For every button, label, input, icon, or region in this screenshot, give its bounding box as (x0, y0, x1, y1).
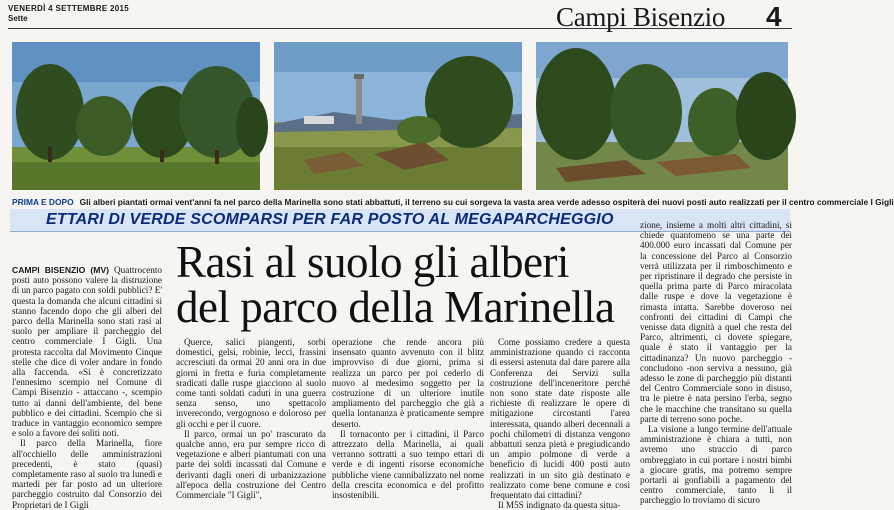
paragraph: Il parco, ormai un po' trascurato da qualche anno, era pur sempre ricco di vegetazione e alberi piantumati con una parte dei soldi incassati dal Comune e derivanti dagli oneri di urbanizzazione all'epoca della costruzione del Centro Commerciale "I Gigli", (176, 428, 326, 501)
header-rule (8, 28, 792, 29)
paragraph: Come possiamo credere a questa amministrazione quando ci racconta di essersi astenuta dal dare parere alla Conferenza dei Servizi sulla costruzione dell'inceneritore perché non sono state date risposte alle richieste di realizzare le opere di mitigazione circostanti l'area interessata, quando alberi decennali a pochi chilometri di distanza vengono abbattuti senza pietà e pregiudicando un ampio polmone di verde a beneficio di lucidi 400 posti auto realizzati in un sito già destinato e realizzato come bene comune e così frequentato dai cittadini? (490, 337, 630, 501)
caption-text: Gli alberi piantati ormai vent'anni fa nel parco della Marinella sono stati abbattuti, il terreno su cui sorgeva la vasta area verde adesso ospiterà dei nuovi posti auto realizzati per il centro commerciale I Gigli (79, 197, 894, 207)
photo-park-before (12, 42, 260, 190)
paragraph: Il parco della Marinella, fiore all'occhiello delle amministrazioni precedenti, è stato (quasi) completamente raso al suolo tra lunedì e martedì per far posto ad un ulteriore parcheggio costruito dal Consorzio dei Proprietari de I Gigli (12, 438, 162, 510)
paragraph: Il tornaconto per i cittadini, il Parco attrezzato della Marinella, ai quali verranno sottratti a suo tempo ettari di verde e di ingenti risorse economiche pubbliche viene cannibalizzato nel nome della crescita economica e del profitto insostenibili. (332, 428, 484, 501)
caption-tag: PRIMA E DOPO (12, 197, 74, 207)
issue-date: VENERDÌ 4 SETTEMBRE 2015 (8, 4, 130, 13)
page-number: 4 (766, 1, 782, 32)
publication-name: Sette (8, 14, 28, 23)
section-title: Campi Bisenzio (556, 2, 726, 32)
article-column-4 (490, 337, 630, 510)
headline-line-2: del parco della Marinella (176, 282, 615, 332)
paragraph: Il M5S indignato da questa situa- (498, 500, 621, 510)
dateline: CAMPI BISENZIO (MV) (12, 265, 110, 275)
paragraph: CAMPI BISENZIO (MV) Quattrocento posti auto possono valere la distruzione di un parco pagato con soldi pubblici? E' questa la domanda che alcuni cittadini si stanno facendo dopo che gli alberi del parco della Marinella sono stati rasi al suolo per ampliare il parcheggio del centro commerciale I Gigli. Una protesta raccolta dal Movimento Cinque stelle che dice di voler andare in fondo alla faccenda. «Si è concretizzato l'ennesimo scempio nel Comune di Campi Bisenzio - attaccano -, scempio tutto ai danni dell'ambiente, del bene pubblico e dei cittadini. Scempio che si traduce in vantaggio economico sempre e solo a favore dei soliti noti. (12, 265, 162, 439)
photo-park-after (536, 42, 788, 190)
article-column-3 (332, 337, 484, 501)
headline-line-1: Rasi al suolo gli alberi (176, 237, 569, 287)
kicker-text: ETTARI DI VERDE SCOMPARSI PER FAR POSTO AL MEGAPARCHEGGIO (46, 211, 614, 228)
photo-caption (12, 197, 894, 207)
page-header (0, 0, 800, 34)
article-column-5 (640, 220, 792, 506)
paragraph: zione, insieme a molti altri cittadini, si chiede quantomeno se una parte dei 400.000 euro incassati dal Comune per la concessione del Parco al Consorzio verrà utilizzata per il rimboschimento e per ripristinare il degrado che persiste in quella prima parte di Parco miracolata dalle ruspe e dove la vegetazione è rimasta intatta. Sarebbe doveroso nei confronti dei cittadini di Campi che venisse data dignità a quel che resta del Parco, altrimenti, ci dovete spiegare, quale è stato il vantaggio per la cittadinanza? Un nuovo parcheggio - concludono -non serviva a nessuno, già adesso le zone di parcheggio più distanti del Centro Commerciale sono in disuso, tra le pietre è nata persino l'erba, segno che le macchine che transitano su quella parte di terreno sono poche. (640, 220, 792, 424)
photo-cleared-area (274, 42, 522, 190)
paragraph: operazione che rende ancora più insensato quanto avvenuto con il blitz improvviso di due giorni, prima si realizza un parco per poi cederlo di nuovo al medesimo soggetto per la costruzione di un ulteriore inutile ampliamento del parcheggio che già a quella lontananza è praticamente sempre deserto. (332, 337, 484, 429)
article-column-2 (176, 337, 326, 501)
article-column-1 (12, 265, 162, 510)
paragraph: La visione a lungo termine dell'attuale amministrazione è chiara a tutti, non avremo uno straccio di parco ombreggiato in cui portare i nostri bimbi a giocare gratis, ma potremo sempre portarli ai gonfiabili a pagamento del centro commerciale, tanto li il parcheggio lo troviamo di sicuro (640, 424, 792, 506)
paragraph: Querce, salici piangenti, sorbi domestici, gelsi, robinie, lecci, frassini accresciuti da ormai 20 anni ora in due giorni in fretta e furia completamente sradicati dalle ruspe giacciono al suolo come tanti soldati caduti in una guerra senza senso, uno spettacolo inverecondo, vergognoso e doloroso per gli occhi e per il cuore. (176, 337, 326, 429)
